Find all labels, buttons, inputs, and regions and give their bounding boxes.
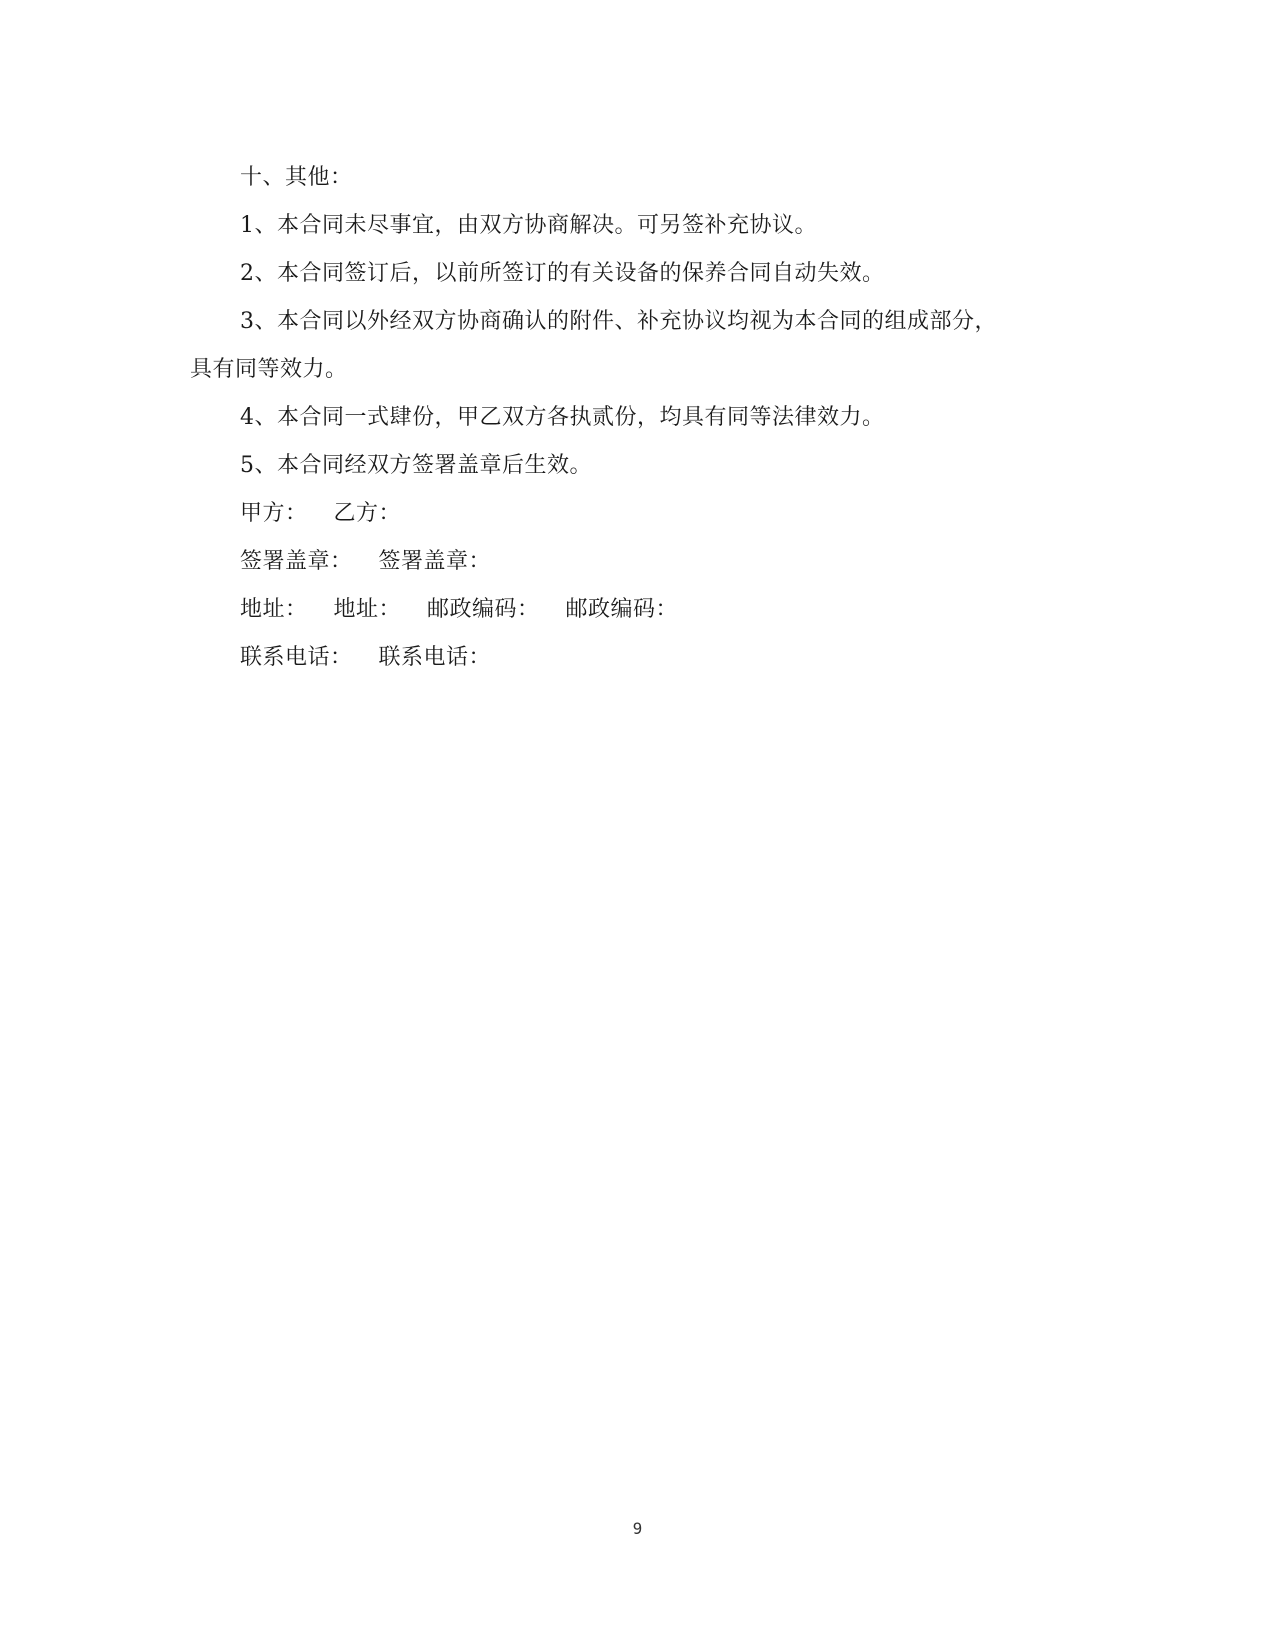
- clause-3-continued: 具有同等效力。: [190, 357, 348, 382]
- postcode-b-label: 邮政编码：: [565, 597, 679, 622]
- phone-a-label: 联系电话：: [240, 645, 353, 670]
- address-b-label: 地址：: [333, 597, 402, 622]
- section-heading: 十、其他：: [240, 165, 353, 190]
- party-row: [240, 499, 401, 529]
- party-a-label: 甲方：: [240, 501, 308, 526]
- phone-b-label: 联系电话：: [378, 645, 492, 670]
- clause-4: 4、本合同一式肆份，甲乙双方各执贰份，均具有同等法律效力。: [240, 405, 885, 430]
- address-row: [240, 595, 678, 625]
- clause-2: 2、本合同签订后，以前所签订的有关设备的保养合同自动失效。: [240, 261, 885, 286]
- clause-5: 5、本合同经双方签署盖章后生效。: [240, 453, 592, 478]
- clause-3: 3、本合同以外经双方协商确认的附件、补充协议均视为本合同的组成部分，: [240, 309, 997, 334]
- seal-b-label: 签署盖章：: [378, 549, 492, 574]
- phone-row: [240, 643, 491, 673]
- address-a-label: 地址：: [240, 597, 308, 622]
- page-number: 9: [632, 1519, 643, 1538]
- seal-row: [240, 547, 491, 577]
- postcode-a-label: 邮政编码：: [427, 597, 540, 622]
- party-b-label: 乙方：: [333, 501, 402, 526]
- seal-a-label: 签署盖章：: [240, 549, 353, 574]
- clause-1: 1、本合同未尽事宜，由双方协商解决。可另签补充协议。: [240, 213, 817, 238]
